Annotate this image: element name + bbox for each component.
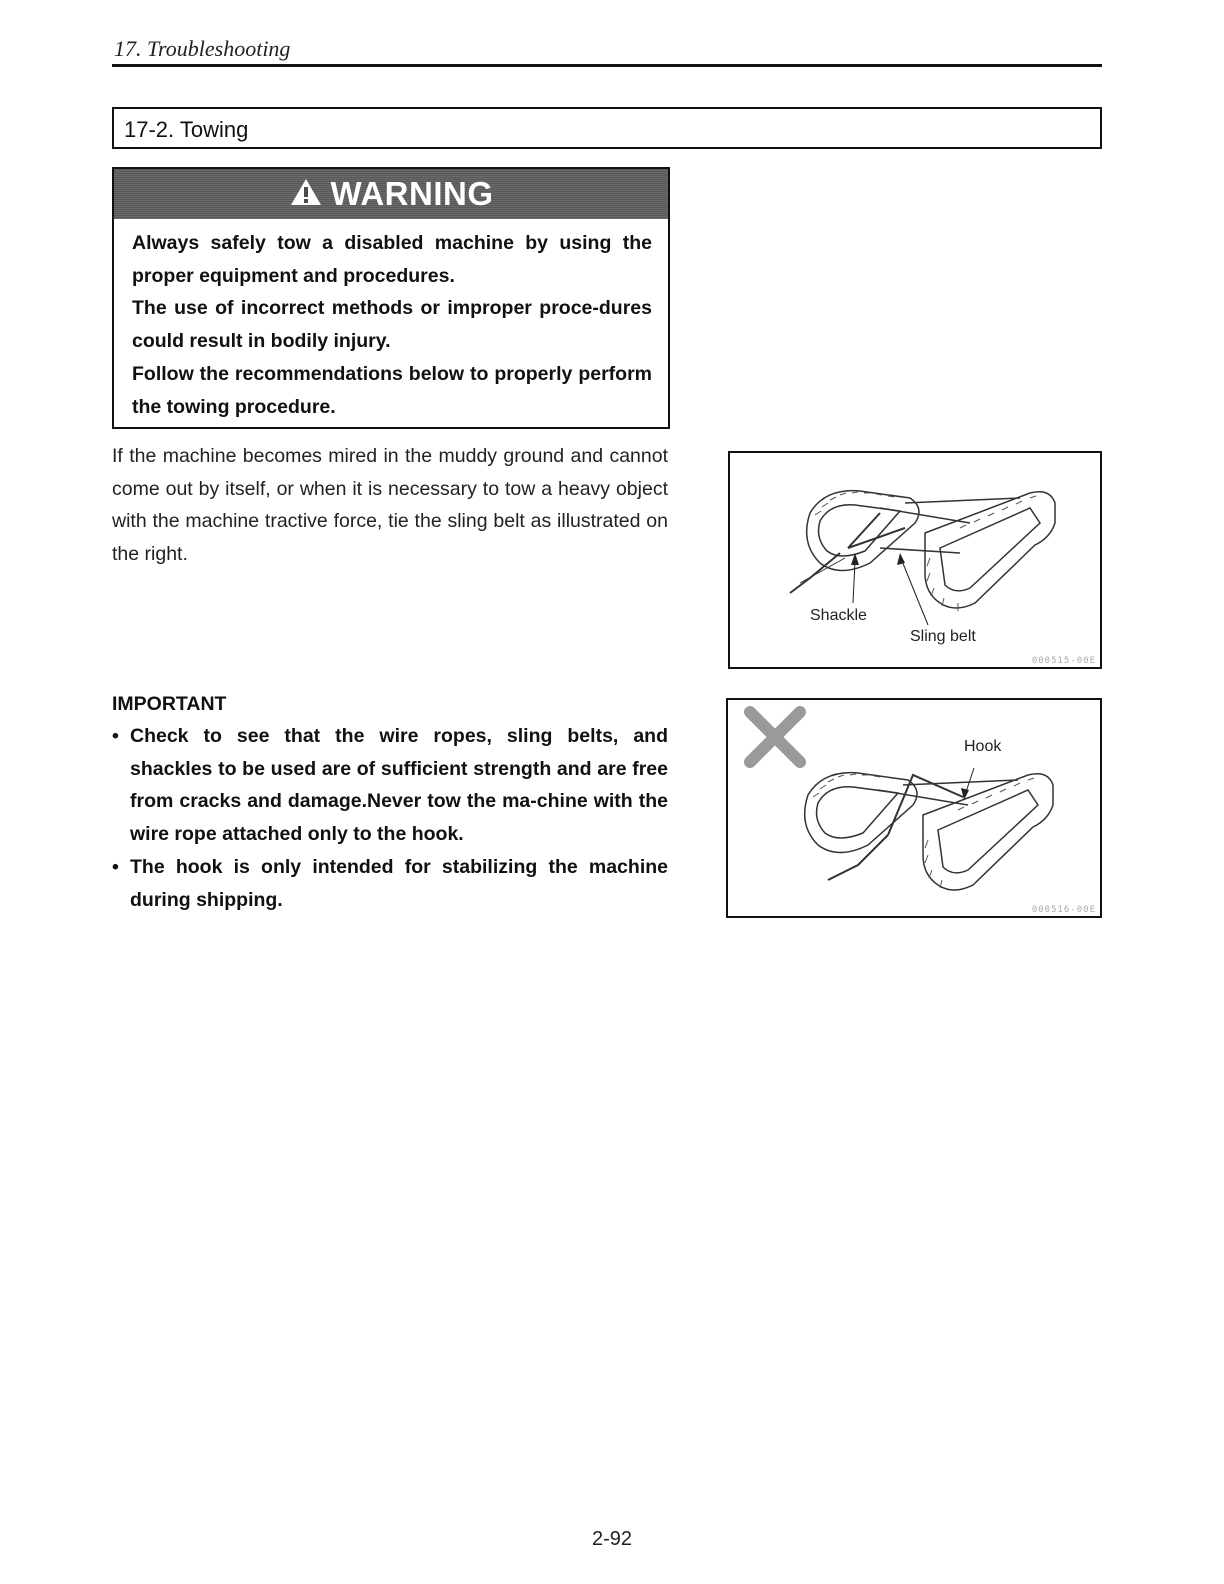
bullet-icon: • (112, 855, 119, 878)
important-label: IMPORTANT (112, 693, 227, 715)
section-heading-box (112, 107, 1102, 149)
crawler-illustration-incorrect (728, 700, 1100, 916)
list-item: • Check to see that the wire ropes, sling belts, and shackles to be used are of sufficient strength and are free from cracks and damage.Never tow the ma-chine with the wire rope attached only to the hook. (112, 720, 668, 851)
page-number: 2-92 (591, 1528, 633, 1550)
figure-incorrect-towing (726, 698, 1102, 918)
figure-code: 000515-00E (1031, 656, 1096, 666)
label-shackle: Shackle (810, 607, 867, 624)
warning-paragraph: Follow the recommendations below to properly perform the towing procedure. (132, 362, 652, 418)
intro-paragraph: If the machine becomes mired in the muddy ground and cannot come out by itself, or when it is necessary to tow a heavy object with the machine tractive force, tie the sling belt as illustrated on the right. (112, 445, 668, 566)
figure-code: 000516-00E (1031, 905, 1096, 915)
label-sling-belt: Sling belt (910, 628, 976, 645)
important-section (112, 688, 668, 916)
warning-box (112, 167, 670, 429)
important-list (112, 720, 668, 916)
warning-body (132, 227, 652, 423)
warning-header (114, 169, 668, 219)
warning-paragraph: The use of incorrect methods or improper proce-dures could result in bodily injury. (132, 297, 652, 353)
warning-paragraph: Always safely tow a disabled machine by using the proper equipment and procedures. (132, 232, 652, 287)
bullet-icon: • (112, 725, 119, 747)
prohibited-x-icon (750, 712, 800, 762)
warning-triangle-icon (289, 177, 323, 215)
chapter-header (112, 34, 1102, 67)
figure-correct-towing (728, 451, 1102, 669)
section-title: 17-2. Towing (124, 117, 249, 142)
label-hook: Hook (964, 738, 1002, 755)
warning-title: WARNING (330, 175, 494, 212)
chapter-title: 17. Troubleshooting (114, 36, 291, 61)
list-item: • The hook is only intended for stabilizing the machine during shipping. (112, 851, 668, 916)
